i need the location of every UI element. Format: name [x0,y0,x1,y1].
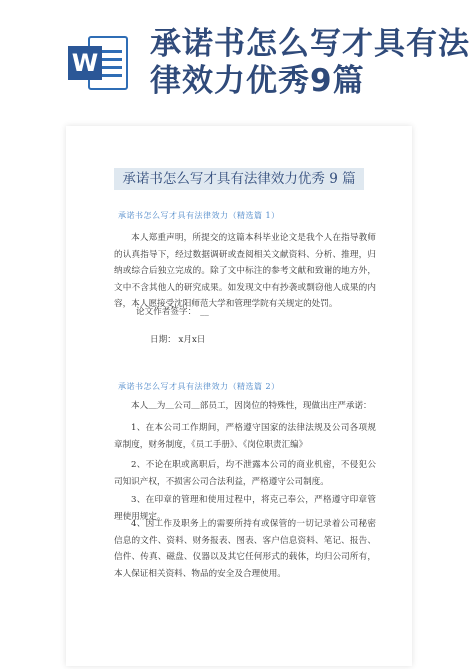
section2-heading: 承诺书怎么写才具有法律效力（精选篇 2） [118,382,280,391]
word-document-icon [68,32,130,94]
item2-text: 2、不论在职或离职后，均不泄露本公司的商业机密，不侵犯公司知识产权，不损害公司合法利益，严格遵守公司制度。 [114,460,376,487]
signature-label: 论文作者签字： [136,307,197,317]
section2-item4 [114,516,376,582]
item4-text: 4、因工作及职务上的需要所持有或保管的一切记录着公司秘密信息的文件、资料、财务报表、图表、客户信息资料、笔记、报告、信件、传真、磁盘、仪器以及其它任何形式的载体，均归公司所有，本人保证相关资料、物品的安全及合理使用。 [114,519,376,579]
section1-body [114,230,376,313]
section1-body-text: 本人郑重声明，所提交的这篇本科毕业论文是我个人在指导教师的认真指导下，经过数据调研或查阅相关文献资料、分析、推理，归纳或综合后独立完成的。除了文中标注的参考文献和致谢的地方外，文中不含其他人的研究成果。如发现文中有抄袭或剽窃他人成果的内容，本人愿接受沈阳师范大学和管理学院有关规定的处罚。 [114,233,376,309]
item3-text: 3、在印章的管理和使用过程中，将克己奉公，严格遵守印章管理使用规定。 [114,495,376,522]
page-line [100,58,122,61]
section2-item2 [114,457,376,490]
page-line [100,66,122,69]
page-line [100,74,122,77]
page-line [100,50,122,53]
header-banner [0,0,474,110]
signature-line: 论文作者签字： __ [136,307,209,317]
section2-item1 [114,420,376,453]
item1-text: 1、在本公司工作期间，严格遵守国家的法律法规及公司各项规章制度，财务制度，《员工手册》、《岗位职责汇编》 [114,423,376,450]
word-letter-badge: W [68,46,102,80]
document-title: 承诺书怎么写才具有法律效力优秀 9 篇 [122,171,356,187]
document-page [66,126,412,666]
section2-intro [114,398,376,415]
section1-heading: 承诺书怎么写才具有法律效力（精选篇 1） [118,211,280,220]
document-title-box [114,168,364,190]
banner-title: 承诺书怎么写才具有法律效力优秀9篇 [150,26,470,99]
section2-intro-text: 本人＿为＿公司＿部员工，因岗位的特殊性，现做出庄严承诺： [131,401,372,411]
date-line: 日期： x月x日 [150,335,206,345]
